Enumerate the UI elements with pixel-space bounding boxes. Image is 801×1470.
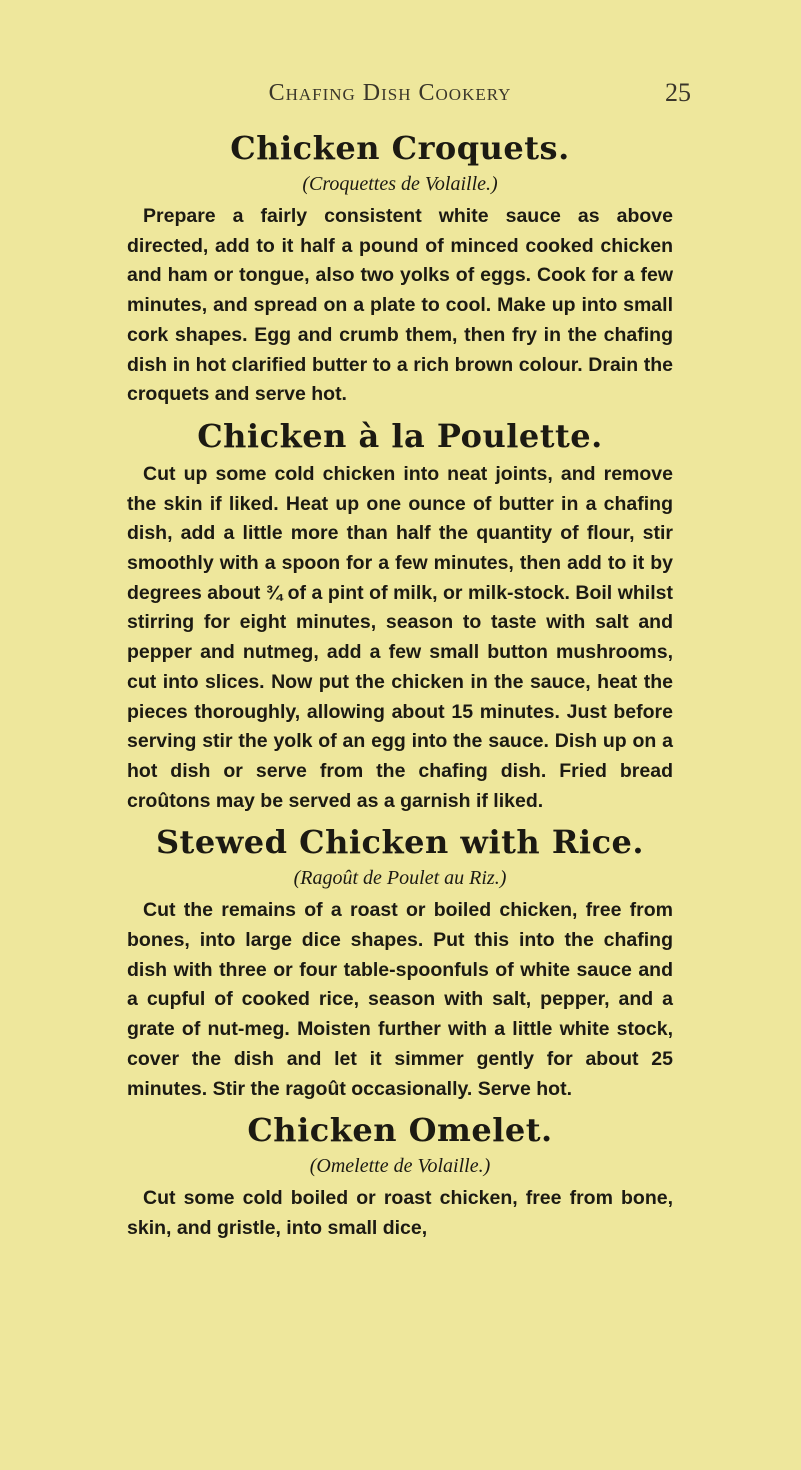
recipe-heading: Chicken Croquets. [230,129,570,167]
recipe-body: Cut the remains of a roast or boiled chicken, free from bones, into large dice shapes. Put this into the chafing dish with three or four table-spoonfuls of white sauce and a cupful of cooked rice, season with salt, pepper, and a grate of nut-meg. Moisten further with a little white stock, cover the dish and let it simmer gently for about 25 minutes. Stir the ragoût occasionally. Serve hot. [127,899,673,1100]
recipe-chicken-poulette [127,416,673,816]
recipe-heading: Chicken Omelet. [247,1111,553,1150]
recipe-body: Prepare a fairly consistent white sauce as above directed, add to it half a pound of minced cooked chicken and ham or tongue, also two yolks of eggs. Cook for a few minutes, and spread on a plate to cool. Make up into small cork shapes. Egg and crumb them, then fry in the chafing dish in hot clarified butter to a rich brown colour. Drain the croquets and serve hot. [127,205,673,406]
page-number: 25 [665,78,691,107]
recipe-chicken-croquets [127,128,673,410]
recipe-subtitle: (Ragoût de Poulet au Riz.) [293,867,507,890]
recipe-subtitle: (Omelette de Volaille.) [309,1155,491,1178]
recipe-stewed-chicken-rice [127,822,673,1104]
recipe-body: Cut some cold boiled or roast chicken, free from bone, skin, and gristle, into small dice, [127,1187,673,1239]
running-head: Chafing Dish Cookery [268,80,512,106]
recipe-subtitle: (Croquettes de Volaille.) [302,173,498,195]
recipe-chicken-omelet [127,1110,673,1243]
recipe-heading: Chicken à la Poulette. [197,416,603,455]
recipe-body: Cut up some cold chicken into neat joints, and remove the skin if liked. Heat up one ounce of butter in a chafing dish, add a little more than half the quantity of flour, stir smoothly with a spoon for a few minutes, then add to it by degrees about ¾ of a pint of milk, or milk-stock. Boil whilst stirring for eight minutes, season to taste with salt and pepper and nutmeg, add a few small button mushrooms, cut into slices. Now put the chicken in the sauce, heat the pieces thoroughly, allowing about 15 minutes. Just before serving stir the yolk of an egg into the sauce. Dish up on a hot dish or serve from the chafing dish. Fried bread croûtons may be served as a garnish if liked. [127,462,673,812]
recipe-heading: Stewed Chicken with Rice. [155,823,645,862]
page-content [127,128,673,1250]
